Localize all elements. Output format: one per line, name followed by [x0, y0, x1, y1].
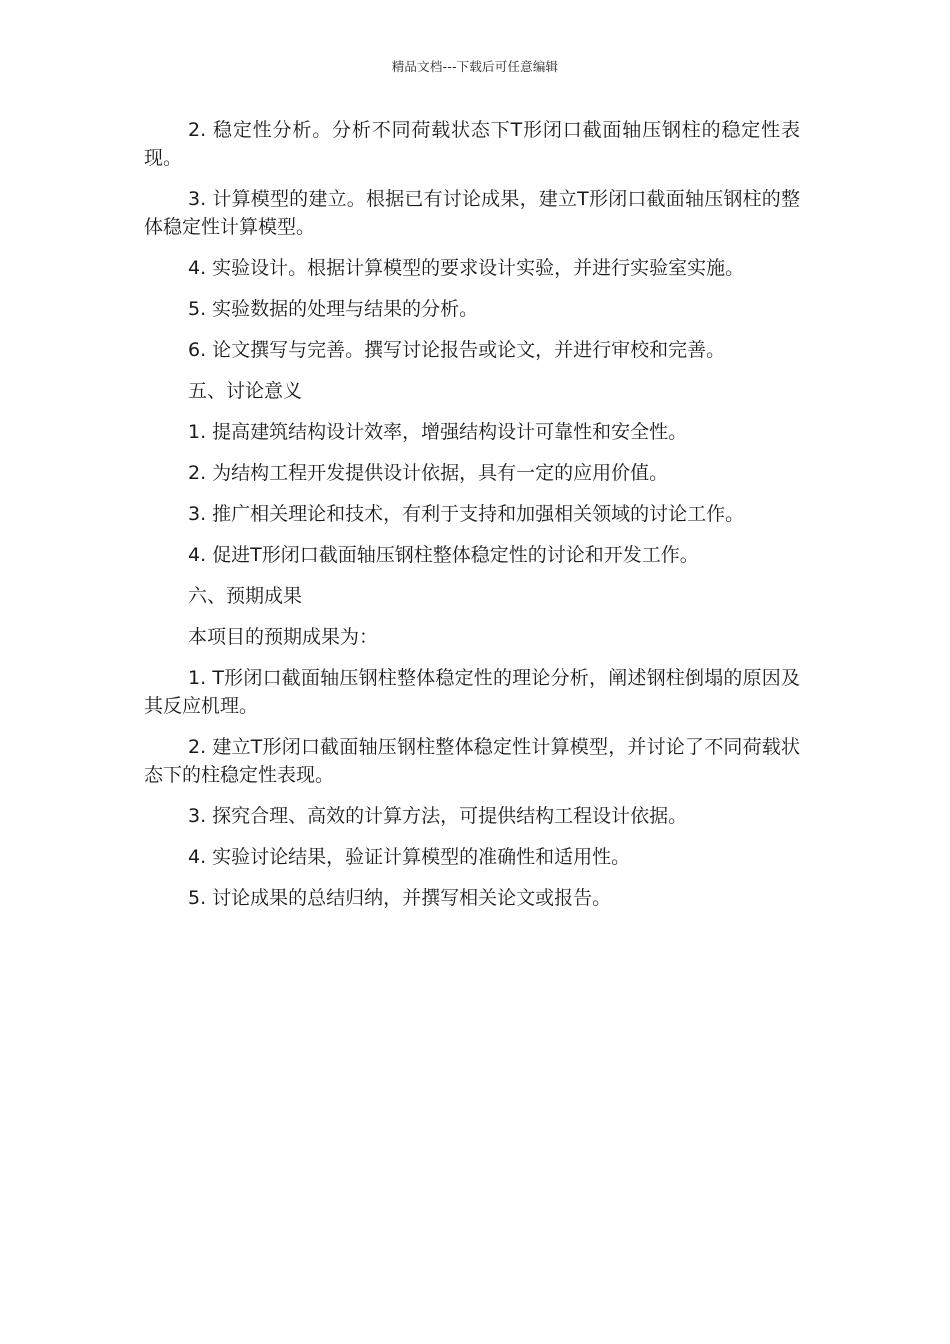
- paragraph-result-2: 2. 建立T形闭口截面轴压钢柱整体稳定性计算模型，并讨论了不同荷载状态下的柱稳定性表现。: [144, 736, 800, 786]
- paragraph-result-5: 5. 讨论成果的总结归纳，并撰写相关论文或报告。: [188, 887, 612, 909]
- paragraph-results-intro: 本项目的预期成果为：: [188, 626, 379, 648]
- page-header: 精品文档---下载后可任意编辑: [391, 59, 559, 74]
- paragraph-result-1: 1. T形闭口截面轴压钢柱整体稳定性的理论分析，阐述钢柱倒塌的原因及其反应机理。: [144, 667, 800, 717]
- paragraph-significance-4: 4. 促进T形闭口截面轴压钢柱整体稳定性的讨论和开发工作。: [188, 544, 699, 566]
- paragraph-experiment-design: 4. 实验设计。根据计算模型的要求设计实验，并进行实验室实施。: [188, 257, 745, 279]
- paragraph-model-building: 3. 计算模型的建立。根据已有讨论成果，建立T形闭口截面轴压钢柱的整体稳定性计算模型。: [144, 188, 800, 238]
- section-heading-expected-results: 六、预期成果: [188, 585, 303, 607]
- paragraph-significance-3: 3. 推广相关理论和技术，有利于支持和加强相关领域的讨论工作。: [188, 503, 745, 525]
- paragraph-significance-2: 2. 为结构工程开发提供设计依据，具有一定的应用价值。: [188, 462, 669, 484]
- paragraph-result-4: 4. 实验讨论结果，验证计算模型的准确性和适用性。: [188, 846, 631, 868]
- paragraph-significance-1: 1. 提高建筑结构设计效率，增强结构设计可靠性和安全性。: [188, 421, 688, 443]
- paragraph-data-processing: 5. 实验数据的处理与结果的分析。: [188, 298, 479, 320]
- section-heading-significance: 五、讨论意义: [188, 380, 303, 402]
- paragraph-paper-writing: 6. 论文撰写与完善。撰写讨论报告或论文，并进行审校和完善。: [188, 339, 726, 361]
- paragraph-result-3: 3. 探究合理、高效的计算方法，可提供结构工程设计依据。: [188, 805, 688, 827]
- paragraph-stability-analysis: 2. 稳定性分析。分析不同荷载状态下T形闭口截面轴压钢柱的稳定性表现。: [144, 119, 800, 169]
- document-body: [144, 116, 800, 925]
